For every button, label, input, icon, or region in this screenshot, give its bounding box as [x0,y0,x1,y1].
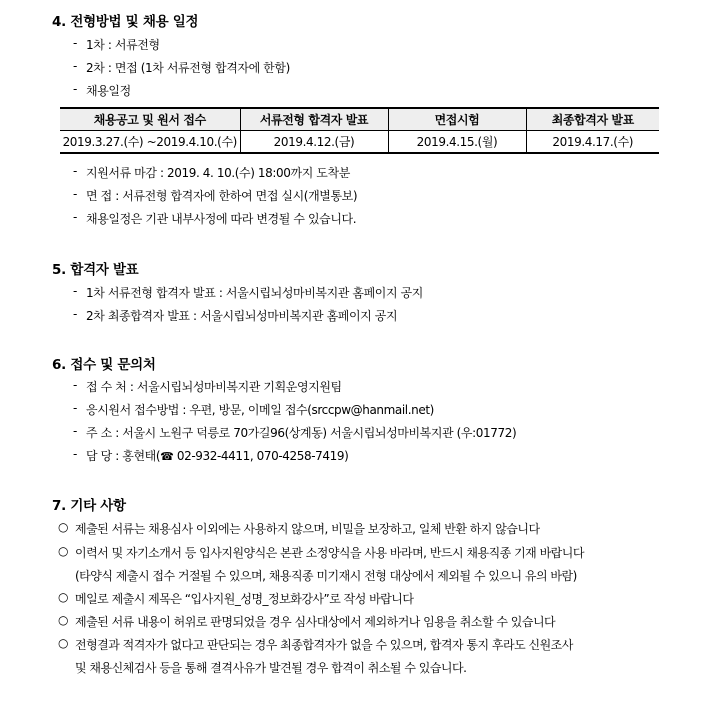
table-cell: 2019.4.17.(수) [526,131,659,154]
bullet-dash: - [73,210,78,224]
table-cell: 2019.4.12.(금) [240,131,388,154]
section-5-item: 2차 최종합격자 발표 : 서울시립뇌성마비복지관 홈페이지 공지 [86,309,398,323]
section-6-item: 접 수 처 : 서울시립뇌성마비복지관 기획운영지원팀 [86,380,342,394]
section-4-item: 2차 : 면접 (1차 서류전형 합격자에 한함) [86,61,290,75]
table-header-cell: 면접시험 [388,108,526,131]
section-5-heading: 5. 합격자 발표 [52,262,139,278]
bullet-dash: - [73,401,78,415]
bullet-dash: - [73,447,78,461]
bullet-dash: - [73,284,78,298]
bullet-dash: - [73,164,78,178]
section-7-item: (타양식 제출시 접수 거절될 수 있으며, 채용직종 미기재시 전형 대상에서 제외될 수 있으니 유의 바람) [75,569,577,583]
contact-numbers: 02-932-4411, 070-4258-7419) [173,449,349,463]
section-4-note: 채용일정은 기관 내부사정에 따라 변경될 수 있습니다. [86,212,357,226]
table-header-cell: 최종합격자 발표 [526,108,659,131]
bullet-dash: - [73,424,78,438]
bullet-dash: - [73,378,78,392]
table-header-cell: 서류전형 합격자 발표 [240,108,388,131]
table-row [60,131,659,154]
table-header-row [60,108,659,131]
section-7-item: 제출된 서류는 채용심사 이외에는 사용하지 않으며, 비밀을 보장하고, 일체 반환 하지 않습니다 [75,522,540,536]
circle-bullet-icon: ○ [58,520,69,534]
bullet-dash: - [73,82,78,96]
section-7-item: 이력서 및 자기소개서 등 입사지원양식은 본관 소정양식을 사용 바라며, 반드시 채용직종 기재 바랍니다 [75,546,584,560]
circle-bullet-icon: ○ [58,613,69,627]
bullet-dash: - [73,187,78,201]
section-7-heading: 7. 기타 사항 [52,498,126,514]
circle-bullet-icon: ○ [58,590,69,604]
section-6-contact [86,447,348,464]
section-4-note: 면 접 : 서류전형 합격자에 한하여 면접 실시(개별통보) [86,189,358,203]
bullet-dash: - [73,59,78,73]
phone-icon: ☎ [160,450,174,463]
section-7-item: 및 채용신체검사 등을 통해 결격사유가 발견될 경우 합격이 취소될 수 있습니다. [75,661,467,675]
section-4-item: 1차 : 서류전형 [86,38,160,52]
section-7-item: 메일로 제출시 제목은 “입사지원_성명_정보화강사”로 작성 바랍니다 [75,592,414,606]
bullet-dash: - [73,36,78,50]
table-cell: 2019.3.27.(수) ~2019.4.10.(수) [60,131,240,154]
section-6-heading: 6. 접수 및 문의처 [52,357,156,373]
circle-bullet-icon: ○ [58,544,69,558]
contact-prefix: 담 당 : 홍현태( [86,449,161,463]
table-cell: 2019.4.15.(월) [388,131,526,154]
schedule-table [60,107,659,154]
section-5-item: 1차 서류전형 합격자 발표 : 서울시립뇌성마비복지관 홈페이지 공지 [86,286,423,300]
section-4-note: 지원서류 마감 : 2019. 4. 10.(수) 18:00까지 도착분 [86,166,350,180]
circle-bullet-icon: ○ [58,636,69,650]
section-4-item: 채용일정 [86,84,131,98]
section-7-item: 전형결과 적격자가 없다고 판단되는 경우 최종합격자가 없을 수 있으며, 합격자 통지 후라도 신원조사 [75,638,573,652]
section-4-heading: 4. 전형방법 및 채용 일정 [52,14,199,30]
table-header-cell: 채용공고 및 원서 접수 [60,108,240,131]
section-6-item: 주 소 : 서울시 노원구 덕릉로 70가길96(상계동) 서울시립뇌성마비복지관 (우:01772) [86,426,517,440]
section-7-item: 제출된 서류 내용이 허위로 판명되었을 경우 심사대상에서 제외하거나 임용을 취소할 수 있습니다 [75,615,556,629]
bullet-dash: - [73,307,78,321]
section-6-item: 응시원서 접수방법 : 우편, 방문, 이메일 접수(srccpw@hanmail.net) [86,403,434,417]
